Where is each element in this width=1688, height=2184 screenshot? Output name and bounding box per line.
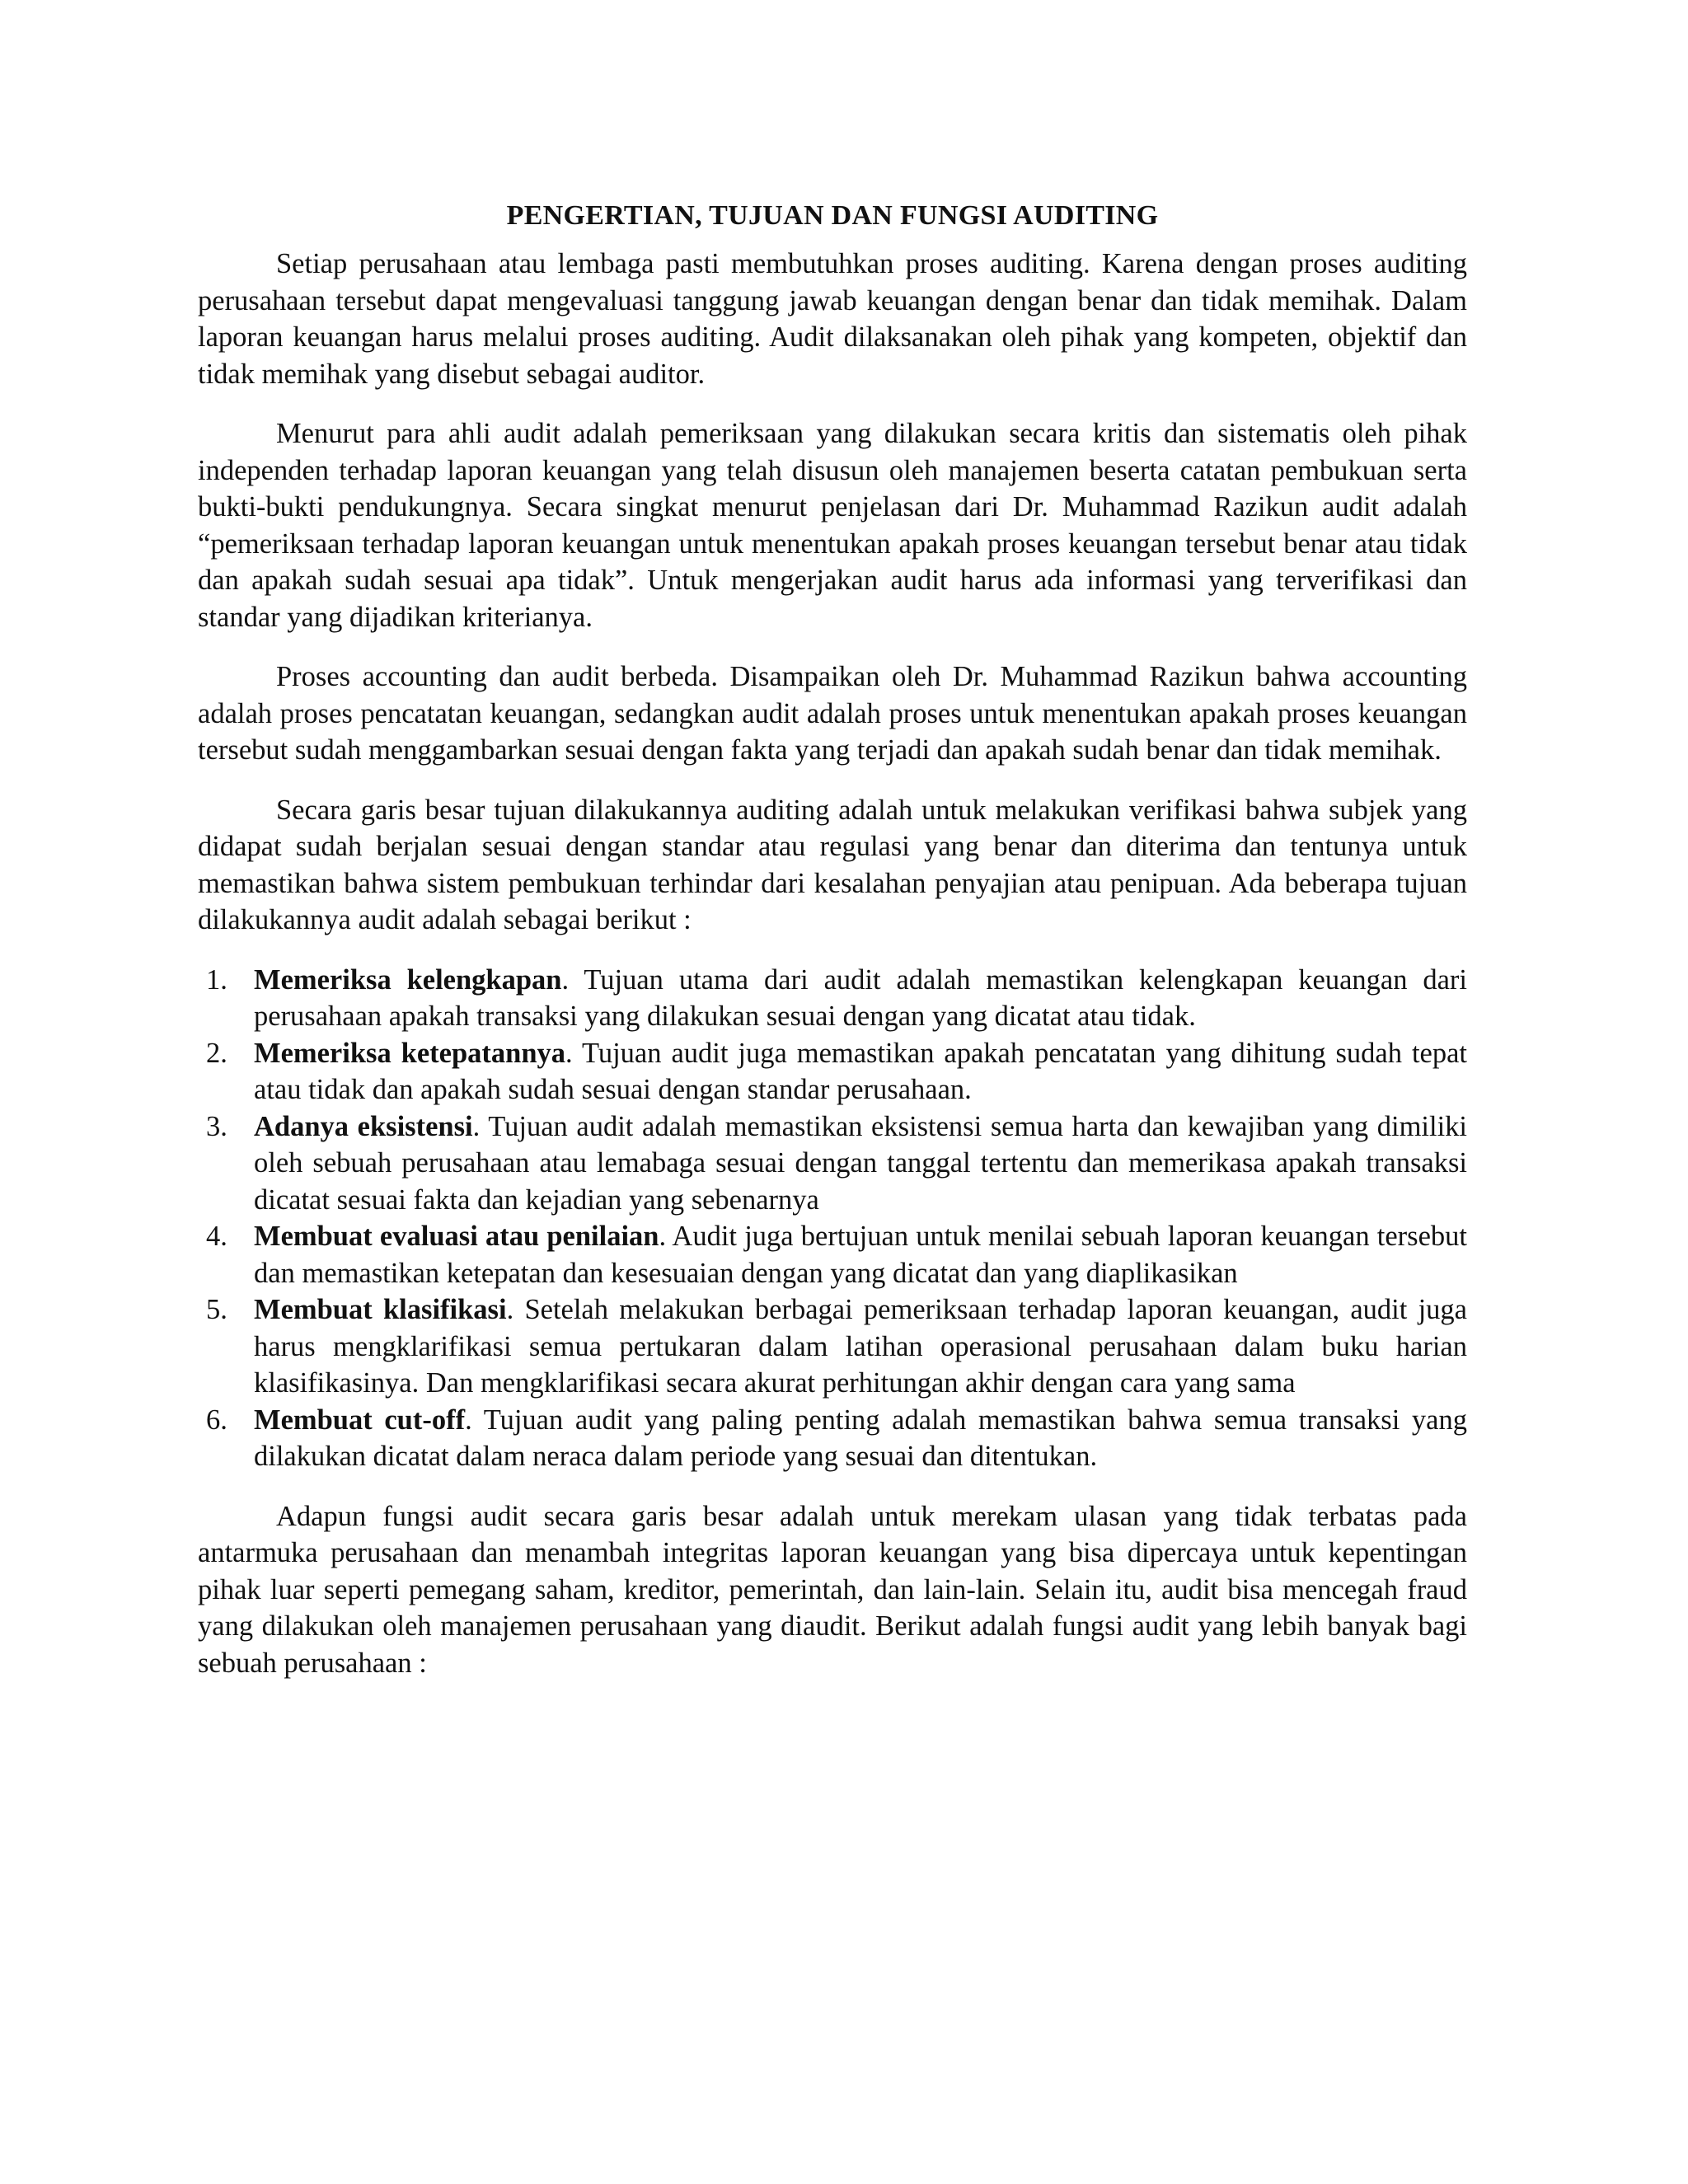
paragraph-functions-intro: Adapun fungsi audit secara garis besar adalah untuk merekam ulasan yang tidak terbatas pada antarmuka perusahaan dan menambah integritas laporan keuangan yang bisa dipercaya untuk kepentingan pihak luar seperti pemegang saham, kreditor, pemerintah, dan lain-lain. Selain itu, audit bisa mencegah fraud yang dilakukan oleh manajemen perusahaan yang diaudit. Berikut adalah fungsi audit yang lebih banyak bagi sebuah perusahaan : [198, 1500, 1467, 1679]
document-title: PENGERTIAN, TUJUAN DAN FUNGSI AUDITING [506, 200, 1159, 231]
list-item-number: 1. [206, 963, 227, 996]
list-item-term: Memeriksa kelengkapan [254, 963, 562, 996]
list-item-number: 5. [206, 1294, 227, 1325]
paragraph-objectives-intro: Secara garis besar tujuan dilakukannya auditing adalah untuk melakukan verifikasi bahwa subjek yang didapat sudah berjalan sesuai dengan standar atau regulasi yang benar dan diterima dan tentunya untuk memastikan bahwa sistem pembukuan terhindar dari kesalahan penyajian atau penipuan. Ada beberapa tujuan dilakukannya audit adalah sebagai berikut : [198, 794, 1467, 935]
list-item [198, 1108, 1467, 1219]
list-item-term: Memeriksa ketepatannya [254, 1037, 566, 1069]
list-item [198, 1291, 1467, 1402]
list-item-text: . Tujuan audit juga memastikan apakah pencatatan yang dihitung sudah tepat atau tidak dan apakah sudah sesuai dengan standar perusahaan. [254, 1037, 1468, 1105]
list-item-number: 3. [206, 1110, 227, 1142]
list-item-text: . Tujuan audit yang paling penting adalah memastikan bahwa semua transaksi yang dilakukan dicatat dalam neraca dalam periode yang sesuai dan ditentukan. [254, 1404, 1467, 1472]
list-item [198, 1218, 1467, 1291]
list-item-term: Membuat evaluasi atau penilaian [254, 1221, 659, 1252]
list-item [198, 962, 1467, 1035]
list-item [198, 1035, 1467, 1108]
document-page [198, 198, 1467, 1704]
list-item-number: 6. [206, 1404, 227, 1436]
list-item-text: . Tujuan audit adalah memastikan eksistensi semua harta dan kewajiban yang dimiliki oleh sebuah perusahaan atau lemabaga sesuai dengan tanggal tertentu dan memerikasa apakah transaksi dicatat sesuai fakta dan kejadian yang sebenarnya [254, 1110, 1467, 1216]
list-item-number: 2. [206, 1037, 227, 1069]
list-item-text: . Tujuan utama dari audit adalah memastikan kelengkapan keuangan dari perusahaan apakah transaksi yang dilakukan sesuai dengan yang dicatat atau tidak. [254, 963, 1467, 1032]
paragraph-intro: Setiap perusahaan atau lembaga pasti membutuhkan proses auditing. Karena dengan proses auditing perusahaan tersebut dapat mengevaluasi tanggung jawab keuangan dengan benar dan tidak memihak. Dalam laporan keuangan harus melalui proses auditing. Audit dilaksanakan oleh pihak yang kompeten, objektif dan tidak memihak yang disebut sebagai auditor. [198, 248, 1467, 390]
list-item-number: 4. [206, 1221, 227, 1252]
list-item-term: Membuat cut-off [254, 1404, 466, 1436]
list-item-term: Membuat klasifikasi [254, 1294, 507, 1325]
paragraph-definition: Menurut para ahli audit adalah pemeriksaan yang dilakukan secara kritis dan sistematis oleh pihak independen terhadap laporan keuangan yang telah disusun oleh manajemen beserta catatan pembukuan serta bukti-bukti pendukungnya. Secara singkat menurut penjelasan dari Dr. Muhammad Razikun audit adalah “pemeriksaan terhadap laporan keuangan untuk menentukan apakah proses keuangan tersebut benar atau tidak dan apakah sudah sesuai apa tidak”. Untuk mengerjakan audit harus ada informasi yang terverifikasi dan standar yang dijadikan kriterianya. [198, 418, 1467, 633]
objectives-list [198, 962, 1467, 1475]
list-item-text: . Setelah melakukan berbagai pemeriksaan terhadap laporan keuangan, audit juga harus mengklarifikasi semua pertukaran dalam latihan operasional perusahaan dalam buku harian klasifikasinya. Dan mengklarifikasi secara akurat perhitungan akhir dengan cara yang sama [254, 1294, 1467, 1399]
paragraph-accounting-vs-audit: Proses accounting dan audit berbeda. Disampaikan oleh Dr. Muhammad Razikun bahwa accounting adalah proses pencatatan keuangan, sedangkan audit adalah proses untuk menentukan apakah proses keuangan tersebut sudah menggambarkan sesuai dengan fakta yang terjadi dan apakah sudah benar dan tidak memihak. [198, 661, 1467, 766]
list-item-term: Adanya eksistensi [254, 1110, 473, 1142]
list-item-text: . Audit juga bertujuan untuk menilai sebuah laporan keuangan tersebut dan memastikan ketepatan dan kesesuaian dengan yang dicatat dan yang diaplikasikan [254, 1221, 1467, 1289]
list-item [198, 1402, 1467, 1475]
